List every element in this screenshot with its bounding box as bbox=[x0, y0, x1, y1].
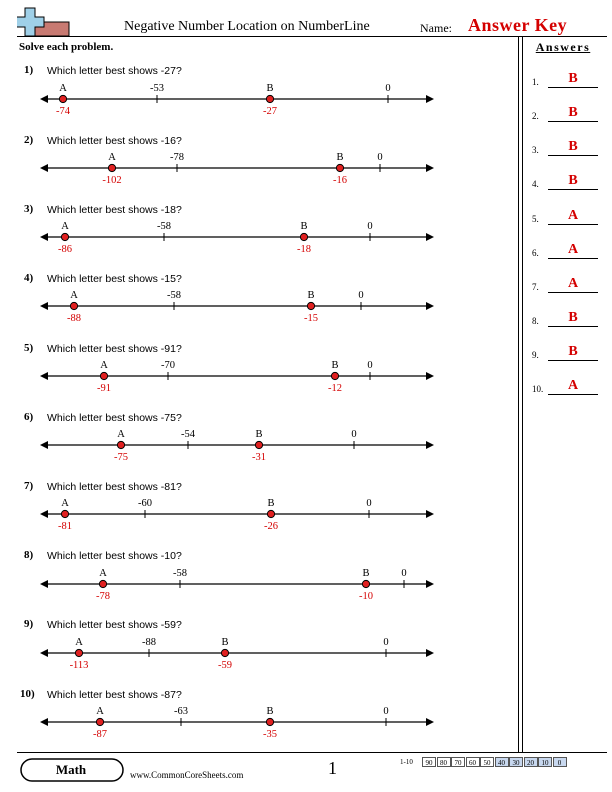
point-label: B bbox=[307, 290, 315, 301]
answer-value: B bbox=[568, 310, 578, 325]
number-line bbox=[40, 568, 434, 602]
name-label: Name: bbox=[420, 21, 452, 35]
tick-label: -70 bbox=[161, 360, 175, 371]
question-number: 9) bbox=[24, 618, 34, 630]
score-cell: 40 bbox=[495, 757, 509, 767]
point-marker bbox=[362, 580, 369, 587]
answer-blank bbox=[548, 87, 598, 88]
tick-label: -58 bbox=[157, 221, 171, 232]
tick-label: -78 bbox=[170, 152, 184, 163]
arrow-right-icon bbox=[426, 372, 434, 380]
answer-value: B bbox=[568, 344, 578, 359]
point-label: A bbox=[70, 290, 78, 301]
number-line bbox=[40, 360, 434, 394]
point-value: -102 bbox=[102, 175, 122, 186]
score-cell: 60 bbox=[466, 757, 480, 767]
point-marker bbox=[221, 649, 228, 656]
answer-number: 10. bbox=[532, 384, 544, 394]
point-value: -27 bbox=[263, 106, 277, 117]
point-label: A bbox=[75, 637, 83, 648]
point-marker bbox=[117, 441, 124, 448]
answer-number: 6. bbox=[532, 248, 539, 258]
question-number: 2) bbox=[24, 134, 34, 146]
score-cell: 10 bbox=[538, 757, 552, 767]
answer-value: A bbox=[567, 276, 579, 291]
point-value: -26 bbox=[264, 521, 278, 532]
point-label: A bbox=[99, 568, 107, 579]
question-number: 10) bbox=[20, 688, 35, 700]
number-line bbox=[40, 83, 434, 117]
tick-label: 0 bbox=[383, 637, 389, 648]
answer-blank bbox=[548, 121, 598, 122]
question-number: 1) bbox=[24, 64, 34, 76]
point-marker bbox=[331, 372, 338, 379]
answer-row bbox=[532, 273, 602, 293]
point-value: -74 bbox=[56, 106, 70, 117]
point-marker bbox=[99, 580, 106, 587]
point-label: B bbox=[266, 83, 274, 94]
answer-row bbox=[532, 307, 602, 327]
point-value: -16 bbox=[333, 175, 347, 186]
number-line bbox=[40, 498, 434, 532]
answer-row bbox=[532, 341, 602, 361]
answer-row bbox=[532, 170, 602, 190]
point-label: A bbox=[108, 152, 116, 163]
answer-row bbox=[532, 102, 602, 122]
point-label: B bbox=[336, 152, 344, 163]
number-line bbox=[40, 706, 434, 740]
answer-value: A bbox=[567, 378, 579, 393]
point-label: A bbox=[96, 706, 104, 717]
arrow-left-icon bbox=[40, 302, 48, 310]
point-label: A bbox=[61, 498, 69, 509]
number-line bbox=[40, 290, 434, 324]
tick-label: 0 bbox=[401, 568, 407, 579]
answer-number: 4. bbox=[532, 179, 539, 189]
point-value: -81 bbox=[58, 521, 72, 532]
tick-label: 0 bbox=[358, 290, 364, 301]
question-text: Which letter best shows -27? bbox=[47, 65, 182, 77]
point-label: B bbox=[266, 706, 274, 717]
arrow-left-icon bbox=[40, 95, 48, 103]
tick-label: 0 bbox=[351, 429, 357, 440]
answer-row bbox=[532, 239, 602, 259]
answer-row bbox=[532, 68, 602, 88]
arrow-left-icon bbox=[40, 718, 48, 726]
answers-title: Answers bbox=[535, 40, 591, 54]
point-value: -113 bbox=[69, 660, 89, 671]
point-value: -78 bbox=[96, 591, 110, 602]
point-label: B bbox=[362, 568, 370, 579]
point-marker bbox=[266, 718, 273, 725]
point-label: A bbox=[61, 221, 69, 232]
point-value: -87 bbox=[93, 729, 107, 740]
tick-label: 0 bbox=[383, 706, 389, 717]
question-number: 5) bbox=[24, 342, 34, 354]
answer-number: 2. bbox=[532, 111, 539, 121]
point-label: B bbox=[300, 221, 308, 232]
point-label: A bbox=[59, 83, 67, 94]
score-cell: 30 bbox=[509, 757, 523, 767]
point-marker bbox=[61, 233, 68, 240]
point-marker bbox=[307, 302, 314, 309]
page-title: Negative Number Location on NumberLine bbox=[124, 19, 370, 34]
arrow-right-icon bbox=[426, 302, 434, 310]
answer-number: 1. bbox=[532, 77, 539, 87]
point-marker bbox=[336, 164, 343, 171]
answer-value: B bbox=[568, 71, 578, 86]
answer-row bbox=[532, 136, 602, 156]
point-label: B bbox=[331, 360, 339, 371]
point-value: -35 bbox=[263, 729, 277, 740]
number-line bbox=[40, 429, 434, 463]
question-text: Which letter best shows -59? bbox=[47, 619, 182, 631]
point-label: B bbox=[221, 637, 229, 648]
question-number: 6) bbox=[24, 411, 34, 423]
point-label: B bbox=[267, 498, 275, 509]
question-number: 7) bbox=[24, 480, 34, 492]
arrow-right-icon bbox=[426, 718, 434, 726]
question-number: 4) bbox=[24, 272, 34, 284]
answer-number: 7. bbox=[532, 282, 539, 292]
point-marker bbox=[266, 95, 273, 102]
score-cell: 70 bbox=[451, 757, 465, 767]
point-marker bbox=[255, 441, 262, 448]
arrow-right-icon bbox=[426, 95, 434, 103]
number-line bbox=[40, 152, 434, 186]
arrow-left-icon bbox=[40, 580, 48, 588]
answer-value: A bbox=[567, 208, 579, 223]
arrow-right-icon bbox=[426, 164, 434, 172]
point-value: -10 bbox=[359, 591, 373, 602]
point-marker bbox=[100, 372, 107, 379]
score-cell: 20 bbox=[524, 757, 538, 767]
answer-blank bbox=[548, 258, 598, 259]
tick-label: -88 bbox=[142, 637, 156, 648]
point-marker bbox=[300, 233, 307, 240]
tick-label: -58 bbox=[167, 290, 181, 301]
point-value: -31 bbox=[252, 452, 266, 463]
tick-label: 0 bbox=[367, 360, 373, 371]
question-text: Which letter best shows -10? bbox=[47, 550, 182, 562]
tick-label: -63 bbox=[174, 706, 188, 717]
point-value: -59 bbox=[218, 660, 232, 671]
point-marker bbox=[70, 302, 77, 309]
answer-value: B bbox=[568, 139, 578, 154]
point-label: B bbox=[255, 429, 263, 440]
tick-label: 0 bbox=[385, 83, 391, 94]
point-marker bbox=[59, 95, 66, 102]
point-marker bbox=[61, 510, 68, 517]
point-value: -88 bbox=[67, 313, 81, 324]
question-text: Which letter best shows -75? bbox=[47, 412, 182, 424]
point-marker bbox=[75, 649, 82, 656]
point-value: -18 bbox=[297, 244, 311, 255]
question-text: Which letter best shows -91? bbox=[47, 343, 182, 355]
tick-label: -53 bbox=[150, 83, 164, 94]
tick-label: 0 bbox=[367, 221, 373, 232]
answer-value: A bbox=[567, 242, 579, 257]
arrow-left-icon bbox=[40, 441, 48, 449]
number-line bbox=[40, 221, 434, 255]
question-text: Which letter best shows -16? bbox=[47, 135, 182, 147]
question-text: Which letter best shows -18? bbox=[47, 204, 182, 216]
number-line bbox=[40, 637, 434, 671]
answer-number: 3. bbox=[532, 145, 539, 155]
subject-label: Math bbox=[55, 762, 87, 777]
page-number: 1 bbox=[328, 758, 337, 778]
point-marker bbox=[108, 164, 115, 171]
point-value: -15 bbox=[304, 313, 318, 324]
arrow-right-icon bbox=[426, 580, 434, 588]
point-value: -75 bbox=[114, 452, 128, 463]
answer-row bbox=[532, 375, 602, 395]
score-cell: 80 bbox=[437, 757, 451, 767]
tick-label: -58 bbox=[173, 568, 187, 579]
answer-value: B bbox=[568, 173, 578, 188]
answer-blank bbox=[548, 394, 598, 395]
arrow-left-icon bbox=[40, 649, 48, 657]
tick-label: -60 bbox=[138, 498, 152, 509]
answer-blank bbox=[548, 155, 598, 156]
question-number: 3) bbox=[24, 203, 34, 215]
score-cell: 0 bbox=[553, 757, 567, 767]
question-text: Which letter best shows -87? bbox=[47, 689, 182, 701]
answer-value: B bbox=[568, 105, 578, 120]
point-value: -86 bbox=[58, 244, 72, 255]
arrow-left-icon bbox=[40, 164, 48, 172]
question-text: Which letter best shows -15? bbox=[47, 273, 182, 285]
arrow-right-icon bbox=[426, 233, 434, 241]
point-value: -12 bbox=[328, 383, 342, 394]
answer-blank bbox=[548, 292, 598, 293]
arrow-left-icon bbox=[40, 372, 48, 380]
instructions: Solve each problem. bbox=[19, 41, 114, 53]
answer-key-label: Answer Key bbox=[468, 15, 568, 35]
answer-blank bbox=[548, 326, 598, 327]
answer-blank bbox=[548, 189, 598, 190]
arrow-right-icon bbox=[426, 441, 434, 449]
answer-blank bbox=[548, 224, 598, 225]
tick-label: 0 bbox=[377, 152, 383, 163]
site-url: www.CommonCoreSheets.com bbox=[130, 770, 244, 780]
point-marker bbox=[96, 718, 103, 725]
answer-number: 9. bbox=[532, 350, 539, 360]
question-text: Which letter best shows -81? bbox=[47, 481, 182, 493]
arrow-left-icon bbox=[40, 233, 48, 241]
tick-label: 0 bbox=[366, 498, 372, 509]
arrow-right-icon bbox=[426, 510, 434, 518]
score-range-label: 1-10 bbox=[400, 758, 413, 766]
tick-label: -54 bbox=[181, 429, 195, 440]
point-label: A bbox=[100, 360, 108, 371]
arrow-right-icon bbox=[426, 649, 434, 657]
point-label: A bbox=[117, 429, 125, 440]
point-value: -91 bbox=[97, 383, 111, 394]
answer-number: 8. bbox=[532, 316, 539, 326]
question-number: 8) bbox=[24, 549, 34, 561]
answer-blank bbox=[548, 360, 598, 361]
point-marker bbox=[267, 510, 274, 517]
answer-number: 5. bbox=[532, 214, 539, 224]
answer-row bbox=[532, 205, 602, 225]
arrow-left-icon bbox=[40, 510, 48, 518]
score-cell: 90 bbox=[422, 757, 436, 767]
score-cell: 50 bbox=[480, 757, 494, 767]
